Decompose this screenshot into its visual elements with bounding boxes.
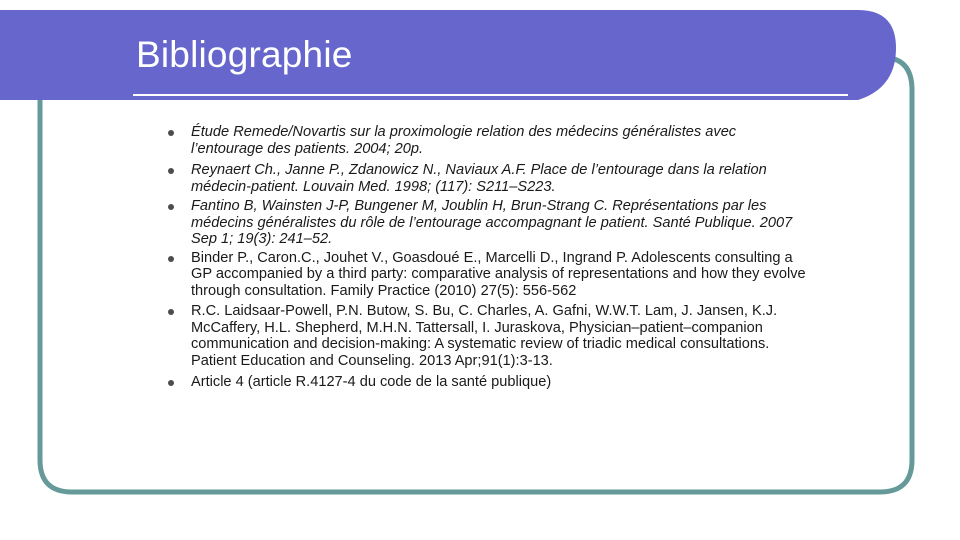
reference-text: Étude Remede/Novartis sur la proximologie relation des médecins généralistes avec l’entourage des patients. 2004; 20p.: [191, 124, 737, 157]
reference-item: [168, 198, 808, 248]
reference-item: [168, 250, 808, 300]
bullet-icon: [168, 130, 174, 136]
reference-item: [168, 162, 808, 195]
bullet-icon: [168, 380, 174, 386]
reference-text: Reynaert Ch., Janne P., Zdanowicz N., Naviaux A.F. Place de l’entourage dans la relation médecin-patient. Louvain Med. 1998; (117): S211–S223.: [191, 162, 767, 195]
reference-text: Article 4 (article R.4127-4 du code de la santé publique): [191, 374, 552, 390]
bullet-icon: [168, 168, 174, 174]
reference-item: [168, 374, 808, 391]
bullet-icon: [168, 309, 174, 315]
reference-item: [168, 124, 808, 157]
bullet-icon: [168, 204, 174, 210]
reference-text: Binder P., Caron.C., Jouhet V., Goasdoué E., Marcelli D., Ingrand P. Adolescents consulting a GP accompanied by a third party: comparative analysis of representations and how they evolve through consultation. Family Practice (2010) 27(5): 556-562: [191, 249, 806, 299]
reference-text: R.C. Laidsaar-Powell, P.N. Butow, S. Bu, C. Charles, A. Gafni, W.W.T. Lam, J. Jansen, K.J. McCaffery, H.L. Shepherd, M.H.N. Tattersall, I. Juraskova, Physician–patient–companion communication and decision-making: A systematic review of triadic medical consultations. Patient Education and Counseling. 2013 Apr;91(1):3-13.: [191, 303, 778, 369]
bullet-icon: [168, 256, 174, 262]
reference-item: [168, 303, 808, 369]
header-band: [0, 10, 896, 100]
slide-title: Bibliographie: [136, 34, 353, 75]
reference-list: [168, 124, 808, 395]
reference-text: Fantino B, Wainsten J-P, Bungener M, Joublin H, Brun-Strang C. Représentations par les médecins généralistes du rôle de l’entourage accompagnant le patient. Santé Publique. 2007 Sep 1; 19(3): 241–52.: [191, 198, 793, 247]
